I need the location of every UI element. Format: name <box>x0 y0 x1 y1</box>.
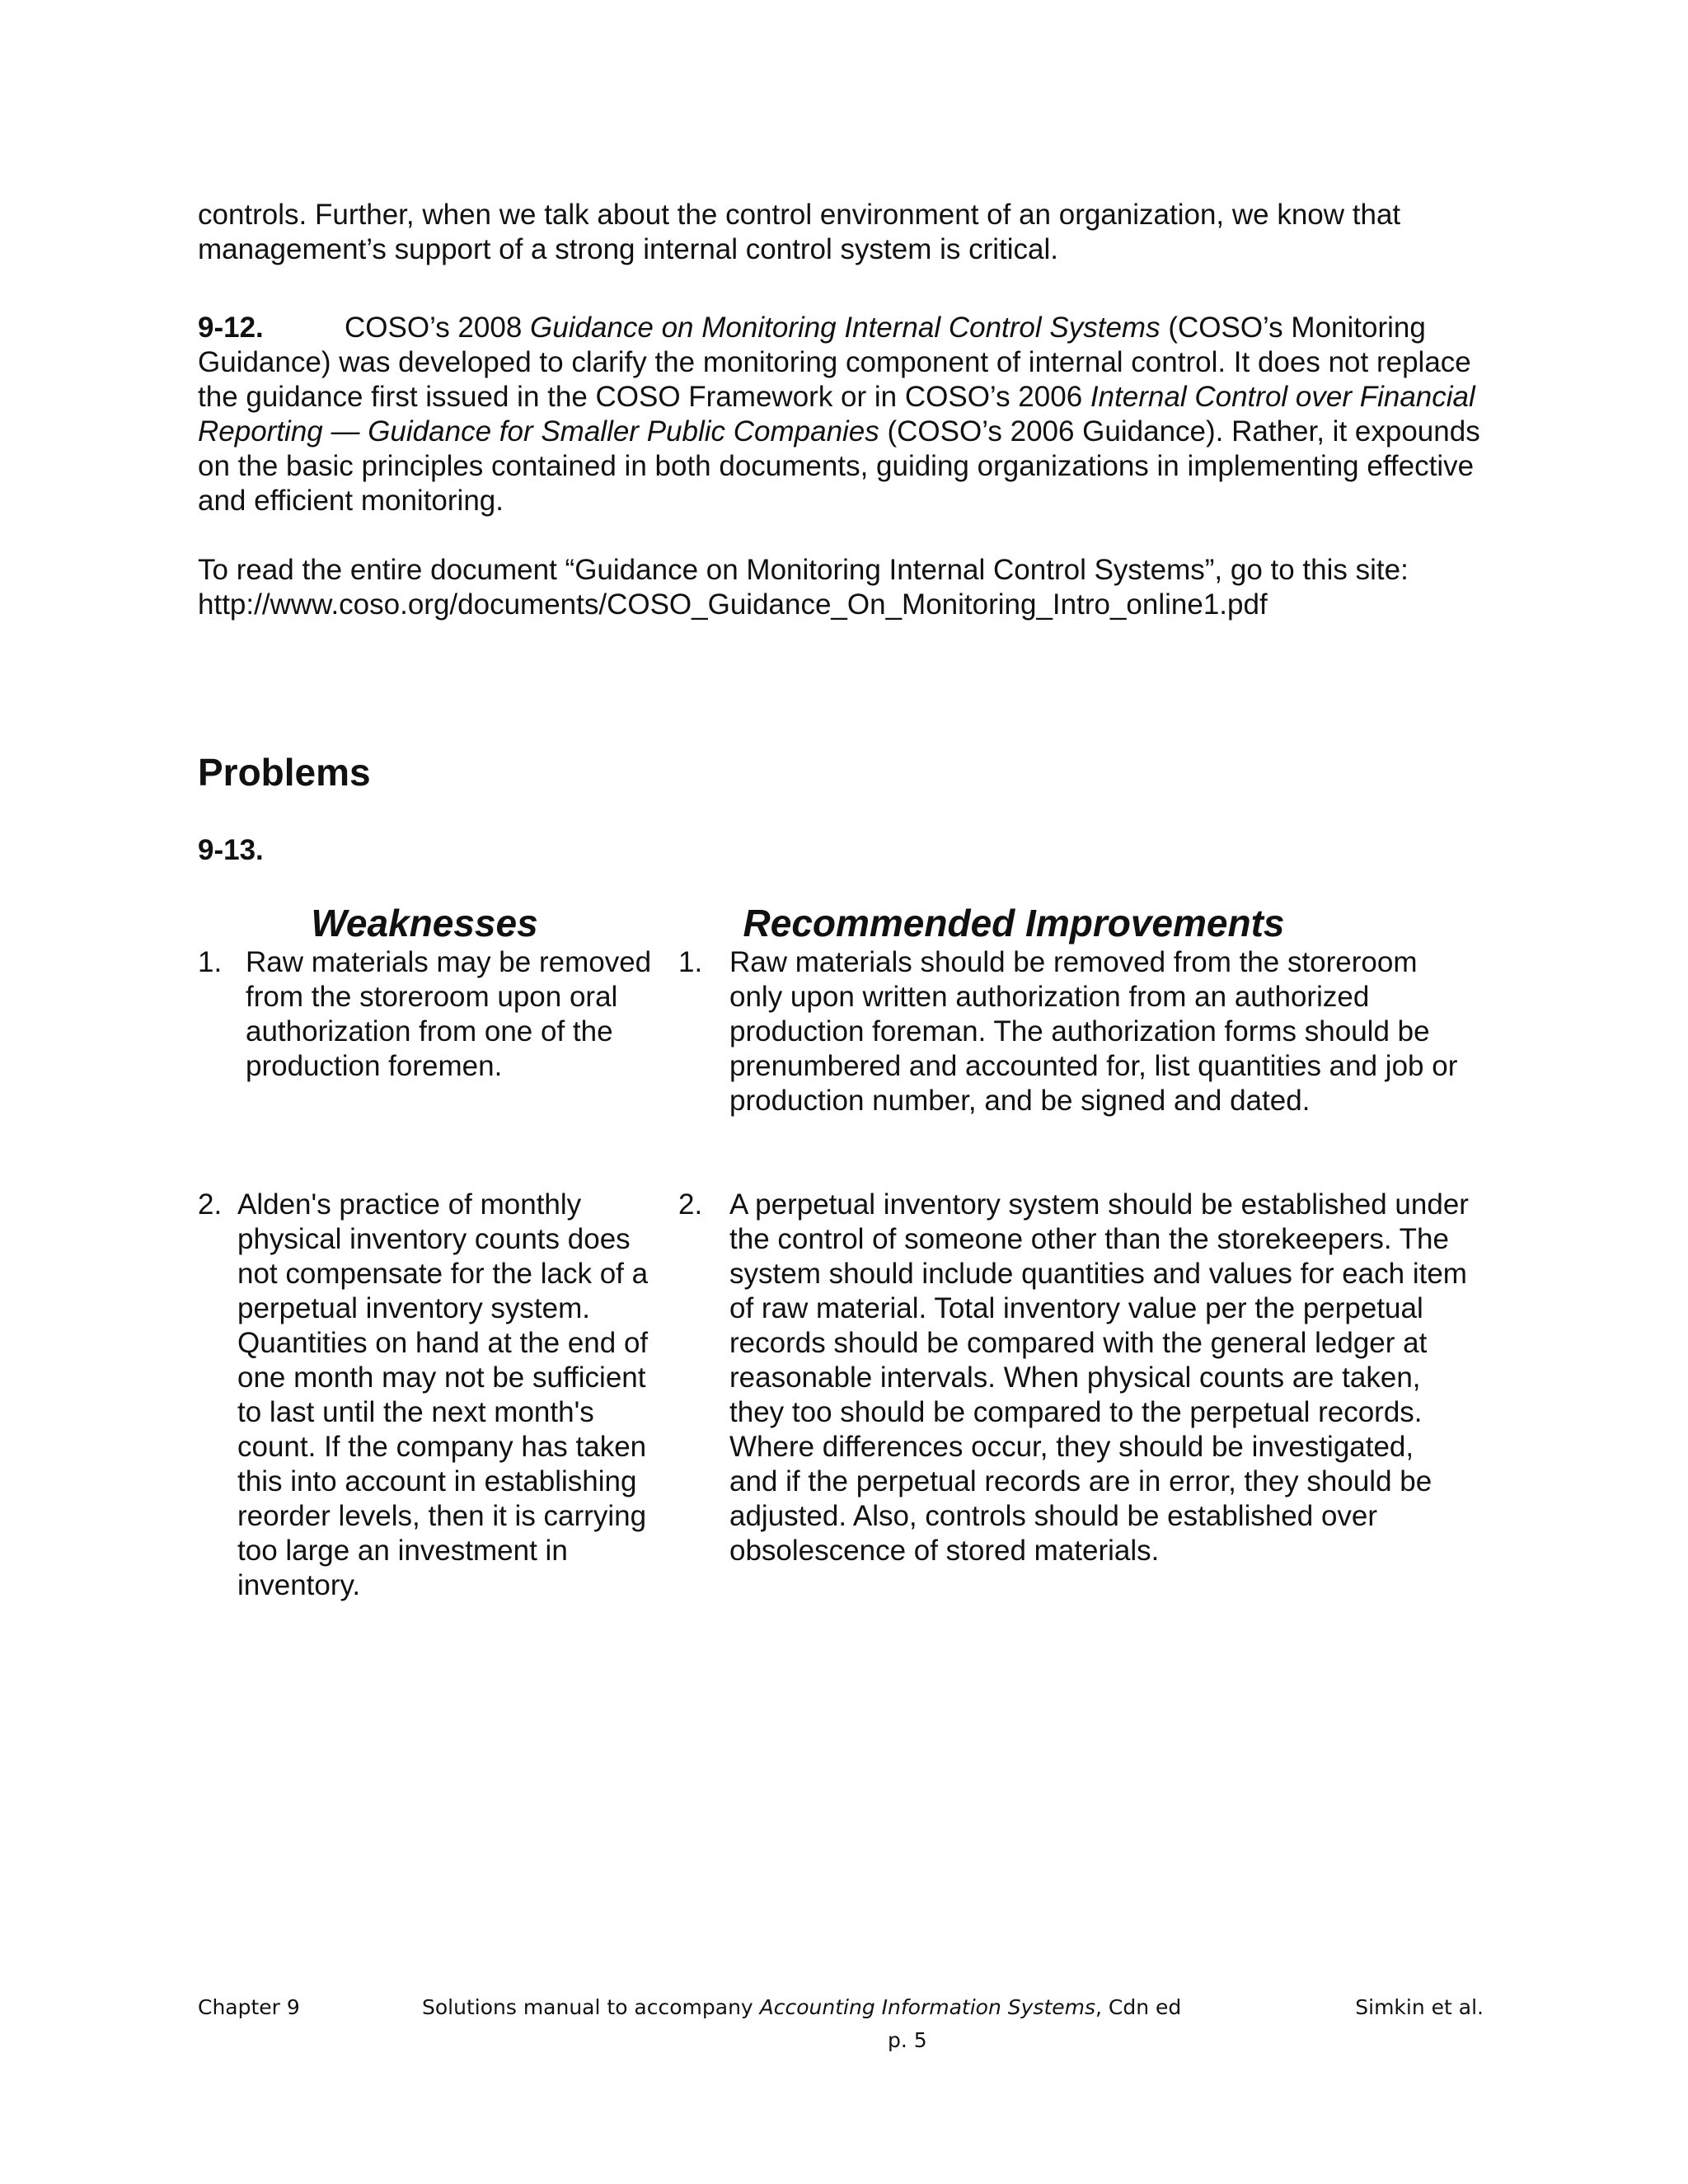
weaknesses-column-header: Weaknesses <box>311 902 538 944</box>
intro-paragraph <box>198 198 1484 267</box>
page-number: p. 5 <box>888 2028 927 2052</box>
read-text: To read the entire document “Guidance on Monitoring Internal Control Systems”, go to this site: <box>198 554 1409 586</box>
item-number: 2. <box>198 1188 223 1221</box>
weakness-item <box>198 945 659 1084</box>
footer-title <box>422 1993 1181 2022</box>
read-document-paragraph <box>198 553 1484 622</box>
item-number: 1. <box>198 946 223 978</box>
improvements-column-header: Recommended Improvements <box>743 902 1285 944</box>
item-text: Alden's practice of monthly physical inventory counts does not compensate for the lack of a perpetual inventory system. Quantities on hand at the end of one month may not be sufficient to last until the next month's count. If the company has taken this into account in establishing reorder levels, then it is carrying too large an investment in inventory. <box>237 1188 649 1601</box>
item-text: Raw materials should be removed from the storeroom only upon written authorization from an authorized production foreman. The authorization forms should be prenumbered and accounted for, list quantities and job or production number, and be signed and dated. <box>729 946 1458 1117</box>
q912-text-3: (COSO’s 2006 Guidance). Rather, it expounds on the basic principles contained in both documents, guiding organizations in implementing effective and efficient monitoring. <box>198 415 1480 517</box>
q912-title-italic: Guidance on Monitoring Internal Control Systems <box>530 312 1160 344</box>
item-text: Raw materials may be removed from the storeroom upon oral authorization from one of the production foremen. <box>246 946 652 1082</box>
item-number: 2. <box>678 1188 703 1221</box>
footer-edition: , Cdn ed <box>1095 1995 1182 2019</box>
document-url-link[interactable]: http://www.coso.org/documents/COSO_Guidance_On_Monitoring_Intro_online1.pdf <box>198 588 1268 621</box>
document-page <box>198 0 1484 2184</box>
intro-line-2: management’s support of a strong internal control system is critical. <box>198 233 1058 265</box>
q912-text-1: COSO’s 2008 <box>345 312 531 344</box>
problems-heading: Problems <box>198 751 371 794</box>
q912-publication-italic: Internal Control over Financial Reporting — Guidance for Smaller Public Companies <box>198 381 1475 448</box>
footer-authors: Simkin et al. <box>1355 1995 1484 2019</box>
intro-line-1: controls. Further, when we talk about the control environment of an organization, we know that <box>198 199 1401 231</box>
problem-number: 9-13. <box>198 834 264 866</box>
improvement-item <box>678 1188 1470 1568</box>
q912-text-2: (COSO’s Monitoring Guidance) was developed to clarify the monitoring component of internal control. It does not replace the guidance first issued in the COSO Framework or in COSO’s 2006 <box>198 312 1471 413</box>
weakness-item <box>198 1188 659 1603</box>
footer-book-title: Accounting Information Systems <box>759 1995 1096 2019</box>
footer-chapter: Chapter 9 <box>198 1995 300 2019</box>
footer-title-prefix: Solutions manual to accompany <box>422 1995 760 2019</box>
improvement-item <box>678 945 1470 1118</box>
question-9-12-paragraph <box>198 311 1484 518</box>
item-number: 1. <box>678 946 703 978</box>
item-text: A perpetual inventory system should be established under the control of someone other than the storekeepers. The system should include quantities and values for each item of raw material. Total inventory value per the perpetual records should be compared with the general ledger at reasonable intervals. When physical counts are taken, they too should be compared to the perpetual records. Where differences occur, they should be investigated, and if the perpetual records are in error, they should be adjusted. Also, controls should be established over obsolescence of stored materials. <box>729 1188 1469 1567</box>
question-number: 9-12. <box>198 312 264 344</box>
